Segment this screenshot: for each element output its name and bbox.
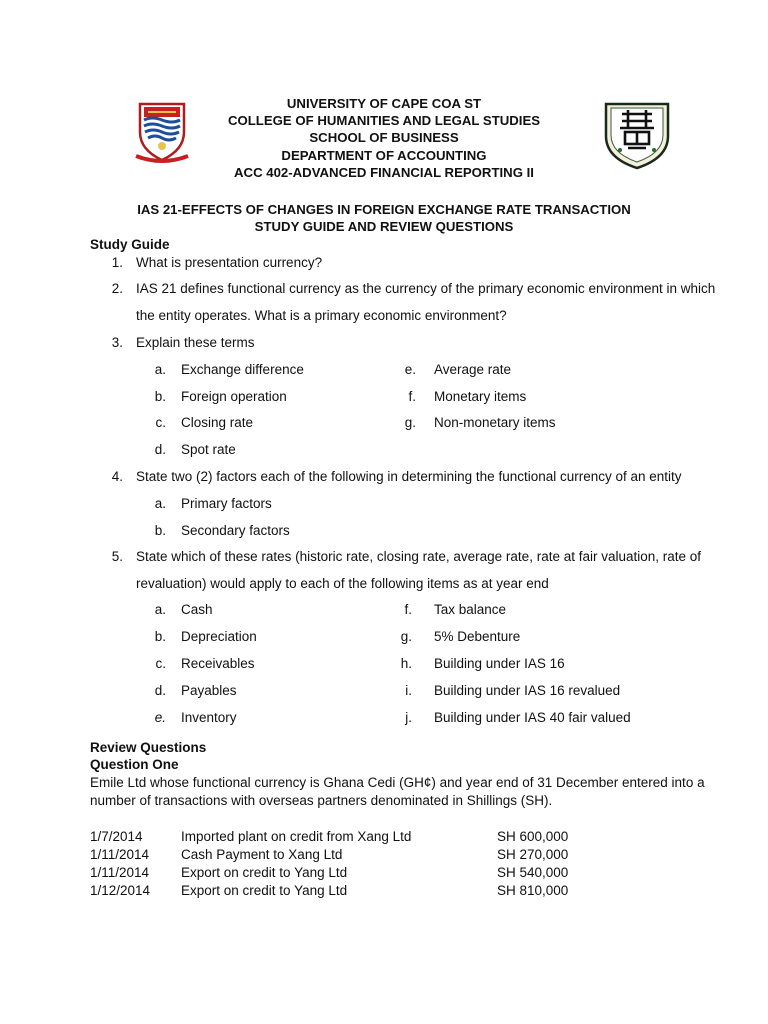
list-item-letter: j. xyxy=(405,710,412,725)
course-name: ACC 402-ADVANCED FINANCIAL REPORTING II xyxy=(234,165,534,180)
list-item: Spot rate xyxy=(181,442,236,457)
question-text: revaluation) would apply to each of the following items as at year end xyxy=(136,576,549,591)
list-item-letter: b. xyxy=(154,629,166,644)
list-item-letter: h. xyxy=(400,656,412,671)
transaction-amount: SH 600,000 xyxy=(497,829,569,844)
list-item: Depreciation xyxy=(181,629,257,644)
list-item: Cash xyxy=(181,602,213,617)
list-item: Secondary factors xyxy=(181,523,290,538)
document-subtitle: STUDY GUIDE AND REVIEW QUESTIONS xyxy=(254,219,514,234)
question-number: 5. xyxy=(111,549,123,564)
list-item-letter: i. xyxy=(405,683,412,698)
transaction-date: 1/11/2014 xyxy=(90,865,150,880)
list-item: Monetary items xyxy=(434,389,527,404)
transaction-description: Cash Payment to Xang Ltd xyxy=(181,847,343,862)
question-one-heading: Question One xyxy=(90,757,179,772)
list-item-letter: e. xyxy=(404,362,416,377)
question-paragraph: Emile Ltd whose functional currency is Ghana Cedi (GH¢) and year end of 31 December entered into a xyxy=(90,775,705,790)
list-item-letter: e. xyxy=(154,710,166,725)
college-name: COLLEGE OF HUMANITIES AND LEGAL STUDIES xyxy=(227,113,541,128)
list-item: Receivables xyxy=(181,656,255,671)
list-item: Inventory xyxy=(181,710,237,725)
question-number: 2. xyxy=(111,281,123,296)
transaction-amount: SH 540,000 xyxy=(497,865,569,880)
transaction-description: Export on credit to Yang Ltd xyxy=(181,883,348,898)
transaction-date: 1/7/2014 xyxy=(90,829,143,844)
list-item-letter: a. xyxy=(154,602,166,617)
question-text: State which of these rates (historic rate, closing rate, average rate, rate at fair valuation, rate of xyxy=(136,549,702,564)
question-paragraph: number of transactions with overseas partners denominated in Shillings (SH). xyxy=(90,793,553,808)
list-item: Payables xyxy=(181,683,237,698)
list-item-letter: g. xyxy=(404,415,416,430)
list-item-letter: d. xyxy=(154,683,166,698)
list-item-letter: f. xyxy=(408,389,416,404)
list-item: Building under IAS 16 xyxy=(434,656,565,671)
list-item: Foreign operation xyxy=(181,389,287,404)
list-item: Average rate xyxy=(434,362,512,377)
school-name: SCHOOL OF BUSINESS xyxy=(309,130,459,145)
study-guide-heading: Study Guide xyxy=(90,237,170,252)
list-item: Non-monetary items xyxy=(434,415,556,430)
list-item: Tax balance xyxy=(434,602,507,617)
list-item-letter: f. xyxy=(404,602,412,617)
list-item: Building under IAS 16 revalued xyxy=(434,683,621,698)
transaction-amount: SH 810,000 xyxy=(497,883,569,898)
list-item: Closing rate xyxy=(181,415,254,430)
transaction-date: 1/12/2014 xyxy=(90,883,151,898)
list-item-letter: c. xyxy=(155,656,166,671)
question-number: 4. xyxy=(111,469,123,484)
list-item: Building under IAS 40 fair valued xyxy=(434,710,631,725)
question-text: the entity operates. What is a primary economic environment? xyxy=(136,308,507,323)
university-name: UNIVERSITY OF CAPE COA ST xyxy=(286,96,482,111)
question-number: 1. xyxy=(111,255,123,270)
list-item-letter: g. xyxy=(400,629,412,644)
question-number: 3. xyxy=(111,335,123,350)
question-text: What is presentation currency? xyxy=(136,255,323,270)
list-item-letter: d. xyxy=(154,442,166,457)
question-text: IAS 21 defines functional currency as the currency of the primary economic environment in which xyxy=(136,281,716,296)
list-item: Primary factors xyxy=(181,496,272,511)
department-name: DEPARTMENT OF ACCOUNTING xyxy=(281,148,487,163)
list-item: 5% Debenture xyxy=(434,629,521,644)
transaction-amount: SH 270,000 xyxy=(497,847,569,862)
list-item-letter: c. xyxy=(155,415,166,430)
document-title: IAS 21-EFFECTS OF CHANGES IN FOREIGN EXCHANGE RATE TRANSACTION xyxy=(137,202,631,217)
transaction-date: 1/11/2014 xyxy=(90,847,150,862)
list-item-letter: a. xyxy=(154,362,166,377)
question-text: Explain these terms xyxy=(136,335,255,350)
list-item-letter: a. xyxy=(154,496,166,511)
review-questions-heading: Review Questions xyxy=(90,740,207,755)
transaction-description: Export on credit to Yang Ltd xyxy=(181,865,348,880)
list-item-letter: b. xyxy=(154,389,166,404)
list-item-letter: b. xyxy=(154,523,166,538)
list-item: Exchange difference xyxy=(181,362,304,377)
question-text: State two (2) factors each of the following in determining the functional currency of an entity xyxy=(136,469,682,484)
transaction-description: Imported plant on credit from Xang Ltd xyxy=(181,829,412,844)
